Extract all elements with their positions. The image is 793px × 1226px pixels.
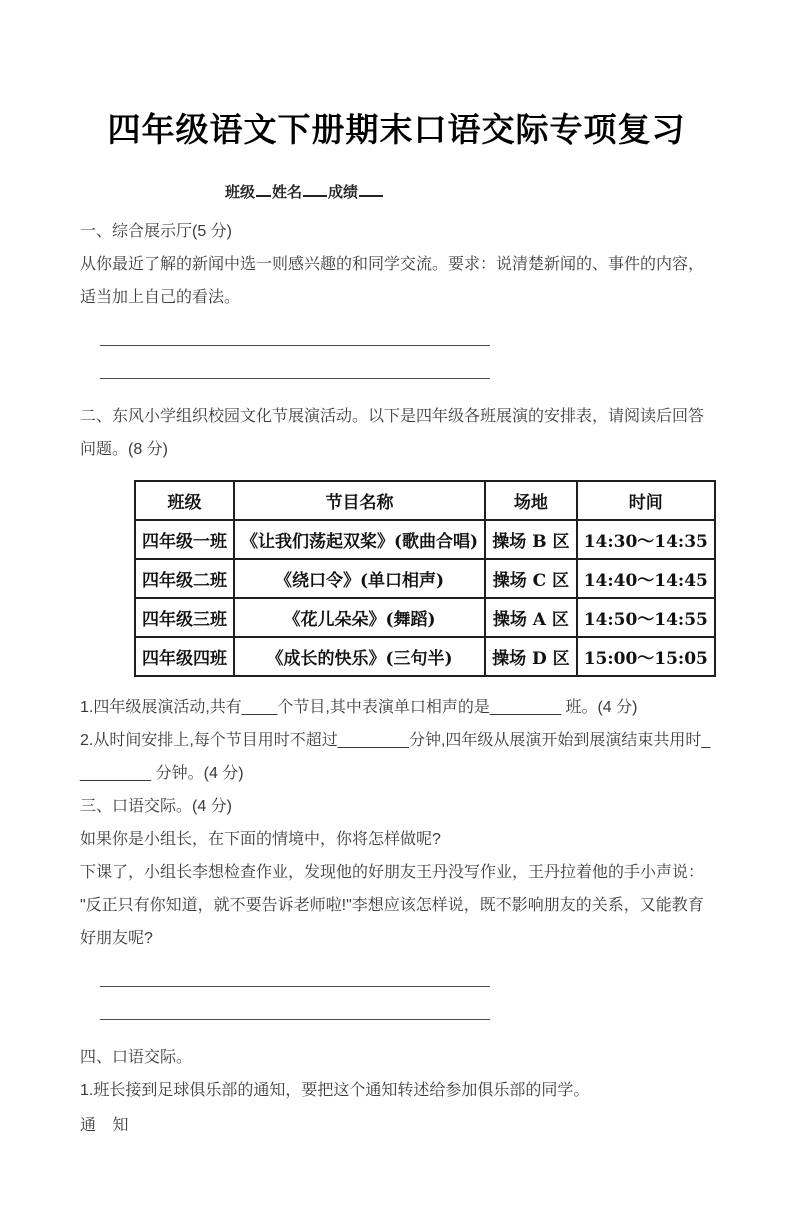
table-cell-program: 《让我们荡起双桨》(歌曲合唱) — [234, 520, 485, 559]
header-cell-class: 班级 — [135, 481, 234, 520]
header-cell-program: 节目名称 — [234, 481, 485, 520]
page-title: 四年级语文下册期末口语交际专项复习 — [107, 111, 686, 148]
answer-rule — [100, 986, 490, 987]
score-label: 成绩 — [328, 184, 359, 201]
answer-rule — [100, 378, 490, 379]
table-cell-venue: 操场 C 区 — [485, 559, 577, 598]
section2-question1: 1.四年级展演活动,共有____个节目,其中表演单口相声的是________ 班。(4 分) — [80, 699, 638, 716]
table-cell-class: 四年级二班 — [135, 559, 234, 598]
answer-line — [80, 994, 713, 1027]
section1-text-line1: 从你最近了解的新闻中选一则感兴趣的和同学交流。要求：说清楚新闻的、事件的内容， — [80, 256, 705, 273]
section1-heading: 一、综合展示厅(5 分) — [80, 223, 233, 240]
section2-question2-line2: ________ 分钟。(4 分) — [80, 765, 244, 782]
notice-title: 通 知 — [80, 1117, 135, 1134]
table-cell-venue: 操场 B 区 — [485, 520, 577, 559]
table-cell-time: 15:00～15:05 — [577, 637, 715, 676]
table-header-row — [135, 481, 715, 520]
table-row — [135, 559, 715, 598]
table-row — [135, 637, 715, 676]
section4-item1: 1.班长接到足球俱乐部的通知，要把这个通知转述给参加俱乐部的同学。 — [80, 1082, 590, 1099]
answer-line — [80, 353, 713, 386]
section3-text-line4: 好朋友呢? — [80, 930, 153, 947]
table-cell-venue: 操场 D 区 — [485, 637, 577, 676]
answer-rule — [100, 1019, 490, 1020]
table-cell-class: 四年级一班 — [135, 520, 234, 559]
class-label: 班级 — [225, 184, 256, 201]
student-info-line — [225, 181, 713, 201]
table-cell-program: 《花儿朵朵》(舞蹈) — [234, 598, 485, 637]
table-row — [135, 598, 715, 637]
answer-rule — [100, 345, 490, 346]
section3-text-line1: 如果你是小组长，在下面的情境中，你将怎样做呢? — [80, 831, 441, 848]
score-blank — [359, 182, 383, 197]
section2-intro-line2: 问题。(8 分) — [80, 441, 169, 458]
section3-text-line3: "反正只有你知道，就不要告诉老师啦!"李想应该怎样说，既不影响朋友的关系，又能教育 — [80, 897, 704, 914]
worksheet-page — [0, 104, 793, 1226]
table-cell-venue: 操场 A 区 — [485, 598, 577, 637]
header-cell-time: 时间 — [577, 481, 715, 520]
answer-line — [80, 320, 713, 353]
performance-schedule-table — [134, 480, 716, 677]
table-cell-time: 14:40～14:45 — [577, 559, 715, 598]
table-cell-class: 四年级四班 — [135, 637, 234, 676]
name-label: 姓名 — [272, 184, 303, 201]
table-cell-program: 《绕口令》(单口相声) — [234, 559, 485, 598]
header-cell-venue: 场地 — [485, 481, 577, 520]
section2-question2-line1: 2.从时间安排上,每个节目用时不超过________分钟,四年级从展演开始到展演结束共用时_ — [80, 732, 711, 749]
answer-line — [80, 961, 713, 994]
name-blank — [303, 182, 327, 197]
table-cell-time: 14:50～14:55 — [577, 598, 715, 637]
section4-heading: 四、口语交际。 — [80, 1049, 193, 1066]
section1-text-line2: 适当加上自己的看法。 — [80, 289, 241, 306]
section2-intro-line1: 二、东风小学组织校园文化节展演活动。以下是四年级各班展演的安排表，请阅读后回答 — [80, 408, 705, 425]
table-row — [135, 520, 715, 559]
table-cell-class: 四年级三班 — [135, 598, 234, 637]
table-cell-program: 《成长的快乐》(三句半) — [234, 637, 485, 676]
table-cell-time: 14:30～14:35 — [577, 520, 715, 559]
section3-text-line2: 下课了，小组长李想检查作业，发现他的好朋友王丹没写作业，王丹拉着他的手小声说： — [80, 864, 705, 881]
section3-heading: 三、口语交际。(4 分) — [80, 798, 233, 815]
class-blank — [256, 182, 271, 197]
